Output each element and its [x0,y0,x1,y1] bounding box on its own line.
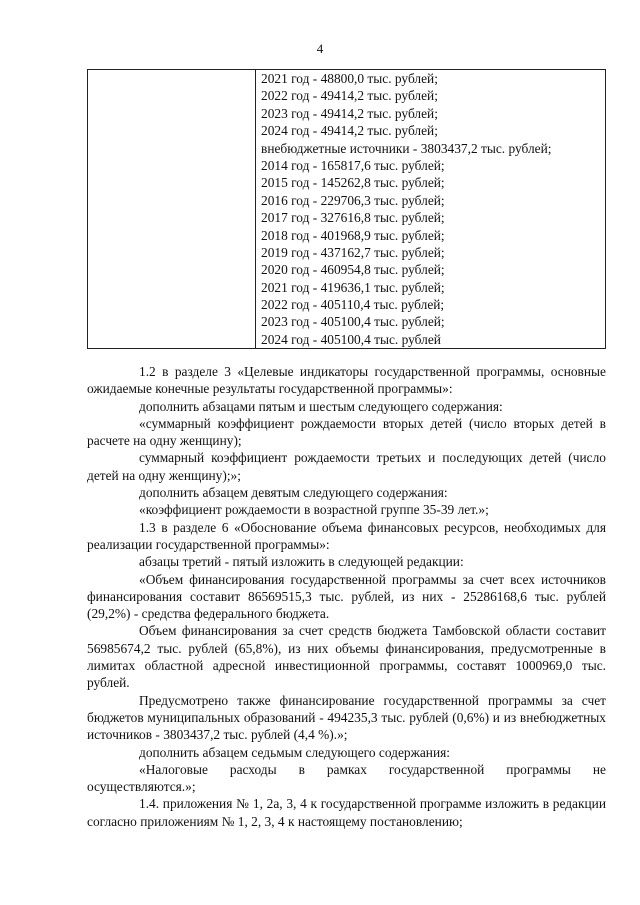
financing-table [87,69,606,349]
table-line: 2014 год - 165817,6 тыс. рублей; [261,157,445,173]
table-line: 2022 год - 405110,4 тыс. рублей; [261,297,445,313]
table-row [88,70,606,349]
table-line: 2024 год - 405100,4 тыс. рублей [261,331,441,347]
table-line: 2017 год - 327616,8 тыс. рублей; [261,210,445,226]
table-line: 2024 год - 49414,2 тыс. рублей; [261,123,438,139]
table-line: 2015 год - 145262,8 тыс. рублей; [261,175,445,191]
paragraph: дополнить абзацем седьмым следующего содержания: [139,744,450,760]
paragraph: «Налоговые расходы в рамках государственной программы не осуществляются.»; [87,761,606,795]
paragraph: суммарный коэффициент рождаемости третьих и последующих детей (число детей на одну женщину);»; [87,450,606,483]
table-left-cell [88,70,256,349]
table-line: 2021 год - 419636,1 тыс. рублей; [261,279,445,295]
table-line: 2023 год - 49414,2 тыс. рублей; [261,105,438,121]
table-line: внебюджетные источники - 3803437,2 тыс. рублей; [261,140,552,156]
paragraph: «Объем финансирования государственной программы за счет всех источников финансирования составит 86569515,3 тыс. рублей, из них - 25286168,6 тыс. рублей (29,2%) - средства федерального бюджета. [87,571,606,622]
paragraph: «коэффициент рождаемости в возрастной группе 35-39 лет.»; [139,502,489,518]
table-line: 2019 год - 437162,7 тыс. рублей; [261,244,445,260]
table-line: 2016 год - 229706,3 тыс. рублей; [261,192,445,208]
document-body [87,363,606,830]
paragraph: дополнить абзацем девятым следующего содержания: [139,485,448,501]
paragraph: «суммарный коэффициент рождаемости вторых детей (число вторых детей в расчете на одну женщину); [87,415,606,449]
paragraph: 1.4. приложения № 1, 2а, 3, 4 к государственной программе изложить в редакции согласно приложениям № 1, 2, 3, 4 к настоящему постановлению; [87,796,606,829]
page-number: 4 [316,41,324,56]
paragraph: абзацы третий - пятый изложить в следующей редакции: [139,554,464,570]
table-line: 2023 год - 405100,4 тыс. рублей; [261,314,445,330]
paragraph: Предусмотрено также финансирование государственной программы за счет бюджетов муниципальных образований - 494235,3 тыс. рублей (0,6%) и из внебюджетных источников - 3803437,2 тыс. рублей (4,4 %).»; [87,692,606,743]
table-right-cell [256,70,606,349]
paragraph: Объем финансирования за счет средств бюджета Тамбовской области составит 56985674,2 тыс. рублей (65,8%), из них объемы финансирования, предусмотренные в лимитах областной адресной инвестиционной программы, составят 1000969,0 тыс. рублей. [87,623,606,691]
paragraph: дополнить абзацами пятым и шестым следующего содержания: [139,398,503,414]
table-line: 2021 год - 48800,0 тыс. рублей; [261,71,438,86]
paragraph: 1.3 в разделе 6 «Обоснование объема финансовых ресурсов, необходимых для реализации государственной программы»: [87,519,606,552]
paragraph: 1.2 в разделе 3 «Целевые индикаторы государственной программы, основные ожидаемые конечные результаты государственной программы»: [87,364,606,397]
table-line: 2022 год - 49414,2 тыс. рублей; [261,88,438,104]
table-line: 2020 год - 460954,8 тыс. рублей; [261,262,445,278]
table-line: 2018 год - 401968,9 тыс. рублей; [261,227,445,243]
